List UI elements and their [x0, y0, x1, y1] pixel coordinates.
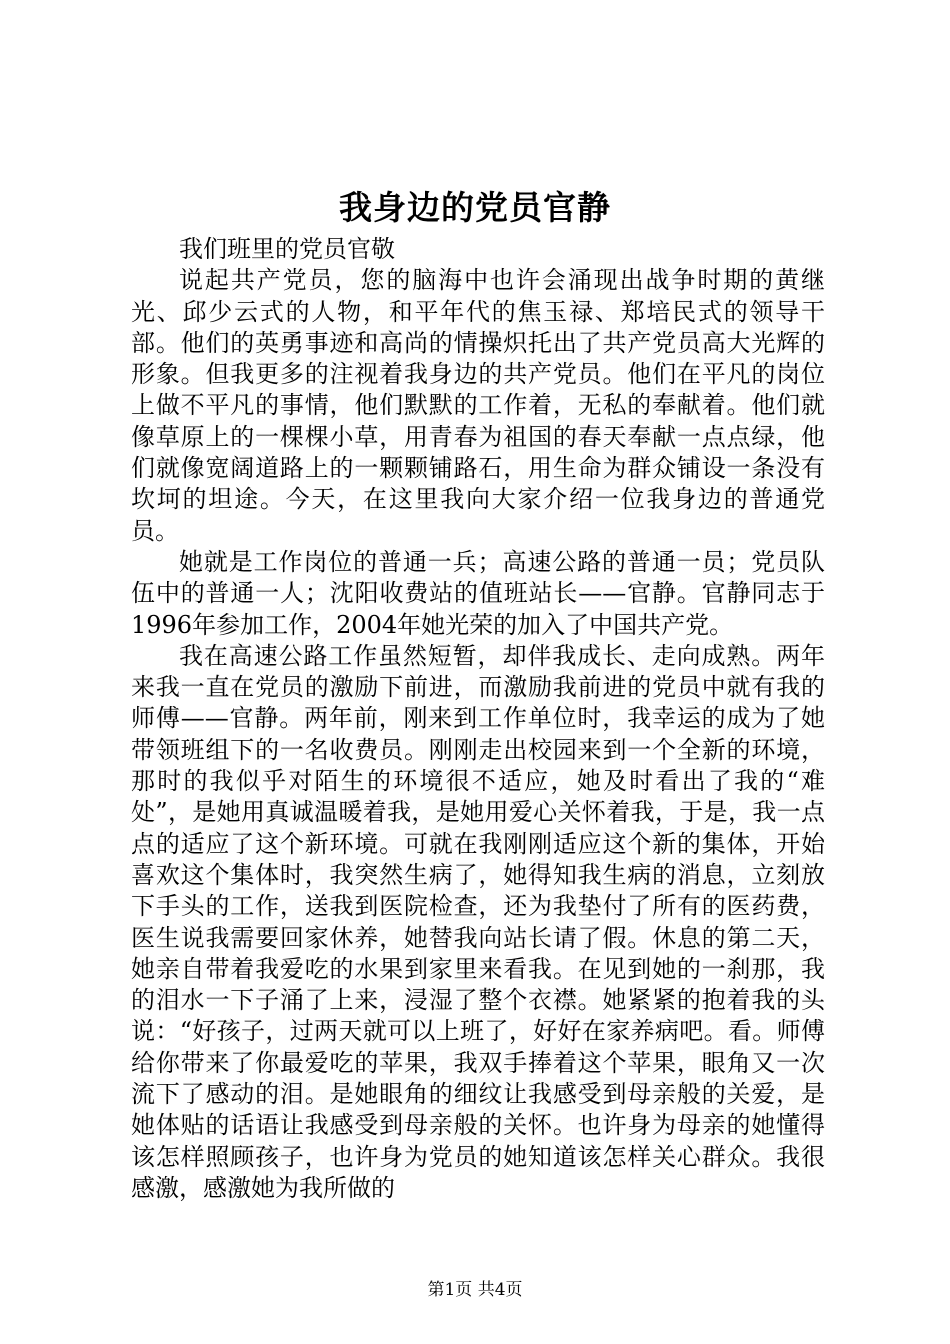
- document-subtitle: 我们班里的党员官敬: [179, 235, 395, 263]
- paragraph: 我在高速公路工作虽然短暂，却伴我成长、走向成熟。两年来我一直在党员的激励下前进，而激励我前进的党员中就有我的师傅——官静。两年前，刚来到工作单位时，我幸运的成为了她带领班组下的一名收费员。刚刚走出校园来到一个全新的环境，那时的我似乎对陌生的环境很不适应，她及时看出了我的“难处”，是她用真诚温暖着我，是她用爱心关怀着我，于是，我一点点的适应了这个新环境。可就在我刚刚适应这个新的集体，开始喜欢这个集体时，我突然生病了，她得知我生病的消息，立刻放下手头的工作，送我到医院检查，还为我垫付了所有的医药费，医生说我需要回家休养，她替我向站长请了假。休息的第二天，她亲自带着我爱吃的水果到家里来看我。在见到她的一刹那，我的泪水一下子涌了上来，浸湿了整个衣襟。她紧紧的抱着我的头说：“好孩子，过两天就可以上班了，好好在家养病吧。看。师傅给你带来了你最爱吃的苹果，我双手捧着这个苹果，眼角又一次流下了感动的泪。是她眼角的细纹让我感受到母亲般的关爱，是她体贴的话语让我感受到母亲般的关怀。也许身为母亲的她懂得该怎样照顾孩子，也许身为党员的她知道该怎样关心群众。我很感激，感激她为我所做的: [131, 641, 825, 1202]
- document-body: [131, 234, 825, 1204]
- paragraph: 她就是工作岗位的普通一兵；高速公路的普通一员；党员队伍中的普通一人；沈阳收费站的值班站长——官静。官静同志于1996年参加工作，2004年她光荣的加入了中国共产党。: [131, 547, 825, 639]
- paragraph: 说起共产党员，您的脑海中也许会涌现出战争时期的黄继光、邱少云式的人物，和平年代的焦玉禄、郑培民式的领导干部。他们的英勇事迹和高尚的情操炽托出了共产党员高大光辉的形象。但我更多的注视着我身边的共产党员。他们在平凡的岗位上做不平凡的事情，他们默默的工作着，无私的奉献着。他们就像草原上的一棵棵小草，用青春为祖国的春天奉献一点点绿，他们就像宽阔道路上的一颗颗铺路石，用生命为群众铺设一条没有坎坷的坦途。今天，在这里我向大家介绍一位我身边的普通党员。: [131, 266, 825, 545]
- page-footer: 第1页 共4页: [427, 1280, 523, 1300]
- document-title: 我身边的党员官静: [339, 188, 611, 227]
